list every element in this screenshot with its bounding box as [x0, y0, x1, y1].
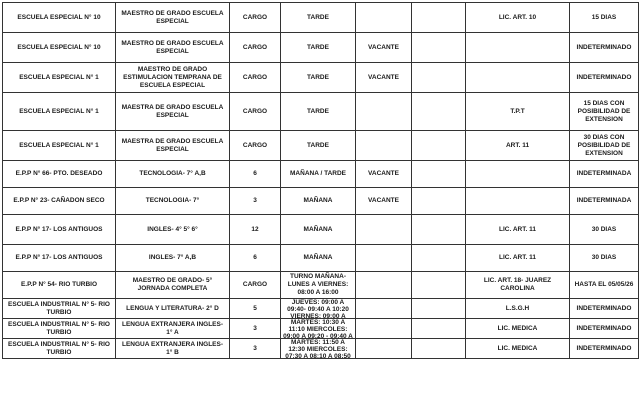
shift-cell: [281, 299, 356, 319]
status-cell: [356, 93, 412, 131]
status-cell: VACANTE: [356, 188, 412, 215]
school-cell: E.P.P N° 66- PTO. DESEADO: [3, 161, 116, 188]
shift-cell: MAÑANA: [281, 188, 356, 215]
reason-cell: [466, 161, 570, 188]
school-cell: E.P.P N° 17- LOS ANTIGUOS: [3, 245, 116, 272]
hours-cell: CARGO: [230, 131, 281, 161]
position-cell: LENGUA EXTRANJERA INGLES- 1° B: [116, 339, 230, 359]
hours-cell: 6: [230, 161, 281, 188]
hours-cell: 3: [230, 188, 281, 215]
reason-cell: LIC. ART. 11: [466, 215, 570, 245]
extra-cell: [412, 93, 466, 131]
table-row: [3, 3, 639, 33]
reason-cell: LIC. MEDICA: [466, 339, 570, 359]
duration-cell: 15 DIAS CON POSIBILIDAD DE EXTENSION: [570, 93, 639, 131]
table-row: [3, 63, 639, 93]
reason-cell: [466, 63, 570, 93]
shift-text: MARTES: 10:30 A 11:10 MIERCOLES: 09:00 A 09:20 - 09:40 A: [283, 319, 353, 338]
status-cell: [356, 3, 412, 33]
extra-cell: [412, 339, 466, 359]
status-cell: [356, 215, 412, 245]
shift-cell: MAÑANA: [281, 245, 356, 272]
hours-cell: CARGO: [230, 272, 281, 299]
extra-cell: [412, 3, 466, 33]
hours-cell: 6: [230, 245, 281, 272]
position-cell: MAESTRO DE GRADO ESCUELA ESPECIAL: [116, 3, 230, 33]
table-row: [3, 33, 639, 63]
school-cell: ESCUELA ESPECIAL N° 10: [3, 33, 116, 63]
shift-cell: TARDE: [281, 33, 356, 63]
table-row: [3, 93, 639, 131]
reason-cell: LIC. MEDICA: [466, 319, 570, 339]
shift-text: JUEVES: 09:00 A 09:40- 09:40 A 10:20 VIERNES: 09:00 A: [287, 299, 349, 318]
table-row: [3, 272, 639, 299]
school-cell: ESCUELA ESPECIAL N° 1: [3, 63, 116, 93]
shift-cell: TURNO MAÑANA- LUNES A VIERNES: 08:00 A 16:00: [281, 272, 356, 299]
position-cell: TECNOLOGIA- 7° A,B: [116, 161, 230, 188]
table-row: [3, 299, 639, 319]
table-row: [3, 319, 639, 339]
reason-cell: T.P.T: [466, 93, 570, 131]
duration-cell: INDETERMINADA: [570, 161, 639, 188]
school-cell: ESCUELA INDUSTRIAL N° 5- RIO TURBIO: [3, 339, 116, 359]
table-row: [3, 215, 639, 245]
shift-cell: TARDE: [281, 3, 356, 33]
table-row: [3, 161, 639, 188]
extra-cell: [412, 215, 466, 245]
status-cell: [356, 131, 412, 161]
duration-cell: INDETERMINADO: [570, 299, 639, 319]
reason-cell: [466, 188, 570, 215]
school-cell: ESCUELA INDUSTRIAL N° 5- RIO TURBIO: [3, 299, 116, 319]
duration-cell: 30 DIAS CON POSIBILIDAD DE EXTENSION: [570, 131, 639, 161]
table-row: [3, 188, 639, 215]
hours-cell: 3: [230, 339, 281, 359]
extra-cell: [412, 299, 466, 319]
duration-cell: 30 DIAS: [570, 245, 639, 272]
duration-cell: 30 DIAS: [570, 215, 639, 245]
duration-cell: 15 DIAS: [570, 3, 639, 33]
hours-cell: CARGO: [230, 63, 281, 93]
status-cell: VACANTE: [356, 33, 412, 63]
status-cell: VACANTE: [356, 63, 412, 93]
school-cell: ESCUELA INDUSTRIAL N° 5- RIO TURBIO: [3, 319, 116, 339]
position-cell: LENGUA EXTRANJERA INGLES- 1° A: [116, 319, 230, 339]
hours-cell: 5: [230, 299, 281, 319]
position-cell: MAESTRO DE GRADO ESTIMULACION TEMPRANA DE ESCUELA ESPECIAL: [116, 63, 230, 93]
extra-cell: [412, 131, 466, 161]
extra-cell: [412, 188, 466, 215]
extra-cell: [412, 319, 466, 339]
reason-cell: L.S.G.H: [466, 299, 570, 319]
extra-cell: [412, 272, 466, 299]
extra-cell: [412, 161, 466, 188]
hours-cell: CARGO: [230, 3, 281, 33]
position-cell: INGLES- 4° 5° 6°: [116, 215, 230, 245]
status-cell: VACANTE: [356, 161, 412, 188]
status-cell: [356, 299, 412, 319]
duration-cell: INDETERMINADO: [570, 63, 639, 93]
duration-cell: INDETERMINADO: [570, 33, 639, 63]
shift-cell: TARDE: [281, 93, 356, 131]
position-cell: INGLES- 7° A,B: [116, 245, 230, 272]
hours-cell: CARGO: [230, 33, 281, 63]
reason-cell: LIC. ART. 10: [466, 3, 570, 33]
position-cell: MAESTRO DE GRADO ESCUELA ESPECIAL: [116, 33, 230, 63]
extra-cell: [412, 33, 466, 63]
reason-cell: ART. 11: [466, 131, 570, 161]
shift-cell: [281, 339, 356, 359]
vacancy-table: [2, 2, 639, 359]
table-row: [3, 131, 639, 161]
duration-cell: INDETERMINADO: [570, 339, 639, 359]
duration-cell: INDETERMINADO: [570, 319, 639, 339]
table-row: [3, 245, 639, 272]
extra-cell: [412, 245, 466, 272]
extra-cell: [412, 63, 466, 93]
duration-cell: INDETERMINADA: [570, 188, 639, 215]
school-cell: ESCUELA ESPECIAL N° 10: [3, 3, 116, 33]
reason-cell: [466, 33, 570, 63]
table-row: [3, 339, 639, 359]
shift-cell: [281, 319, 356, 339]
shift-cell: TARDE: [281, 63, 356, 93]
status-cell: [356, 245, 412, 272]
position-cell: MAESTRO DE GRADO- 5° JORNADA COMPLETA: [116, 272, 230, 299]
position-cell: TECNOLOGIA- 7°: [116, 188, 230, 215]
position-cell: MAESTRA DE GRADO ESCUELA ESPECIAL: [116, 93, 230, 131]
hours-cell: 3: [230, 319, 281, 339]
status-cell: [356, 319, 412, 339]
hours-cell: 12: [230, 215, 281, 245]
position-cell: LENGUA Y LITERATURA- 2° D: [116, 299, 230, 319]
status-cell: [356, 339, 412, 359]
reason-cell: LIC. ART. 18- JUAREZ CAROLINA: [466, 272, 570, 299]
school-cell: E.P.P N° 23- CAÑADON SECO: [3, 188, 116, 215]
reason-cell: LIC. ART. 11: [466, 245, 570, 272]
status-cell: [356, 272, 412, 299]
shift-cell: MAÑANA / TARDE: [281, 161, 356, 188]
school-cell: ESCUELA ESPECIAL N° 1: [3, 93, 116, 131]
shift-cell: MAÑANA: [281, 215, 356, 245]
school-cell: E.P.P N° 17- LOS ANTIGUOS: [3, 215, 116, 245]
shift-text: MARTES: 11:50 A 12:30 MIERCOLES: 07:30 A 08:10 A 08:50: [285, 339, 351, 358]
hours-cell: CARGO: [230, 93, 281, 131]
duration-cell: HASTA EL 05/05/26: [570, 272, 639, 299]
position-cell: MAESTRA DE GRADO ESCUELA ESPECIAL: [116, 131, 230, 161]
school-cell: E.P.P N° 54- RIO TURBIO: [3, 272, 116, 299]
school-cell: ESCUELA ESPECIAL N° 1: [3, 131, 116, 161]
shift-cell: TARDE: [281, 131, 356, 161]
